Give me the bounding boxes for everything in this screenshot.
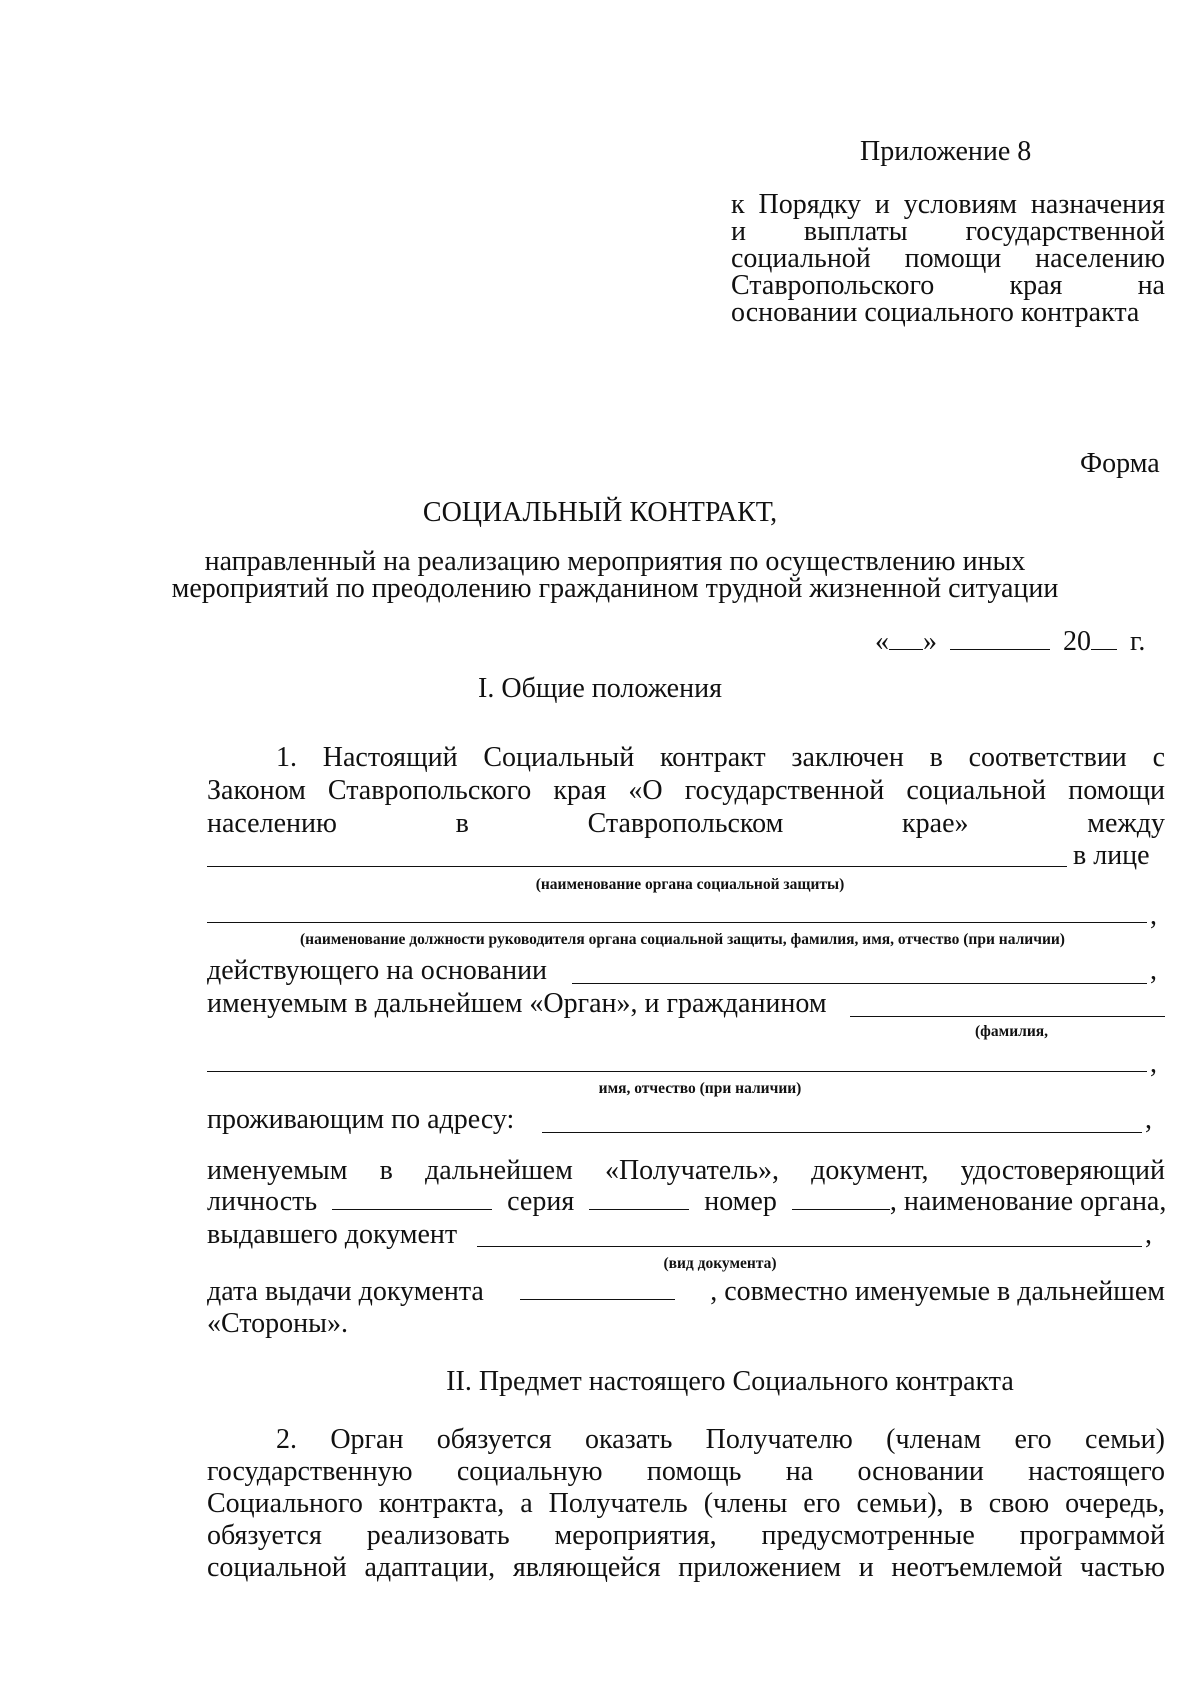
acting-basis-label: действующего на основании — [207, 955, 548, 986]
address-field[interactable] — [542, 1132, 1142, 1133]
parties-label: «Стороны». — [207, 1308, 348, 1339]
day-blank[interactable] — [889, 629, 923, 650]
appendix-word: Ставропольского — [731, 270, 935, 301]
p1-word: крае» — [902, 808, 969, 839]
appendix-line: основании социального контракта — [731, 297, 1140, 328]
acting-basis-field[interactable] — [572, 983, 1147, 984]
issue-date-label: дата выдачи документа — [207, 1276, 484, 1307]
appendix-line: и выплаты государственной — [731, 216, 1165, 247]
series-label: серия — [507, 1186, 575, 1217]
caption-surname: (фамилия, — [975, 1023, 1049, 1040]
p1-word: между — [1087, 808, 1165, 839]
head-name-field[interactable] — [207, 922, 1147, 923]
residing-label: проживающим по адресу: — [207, 1104, 515, 1135]
comma: , — [1150, 900, 1157, 931]
p2-line: обязуется реализовать мероприятия, предусмотренные программой — [207, 1520, 1165, 1551]
recipient-word: удостоверяющий — [960, 1155, 1165, 1186]
series-field[interactable] — [589, 1189, 689, 1210]
p1-word: населению — [207, 808, 337, 839]
caption-organ: (наименование органа социальной защиты) — [535, 876, 845, 893]
p2-line: государственную социальную помощь на основании настоящего — [207, 1456, 1165, 1487]
recipient-word: дальнейшем — [425, 1155, 573, 1186]
recipient-word: в — [379, 1155, 393, 1186]
identity-doc-field[interactable] — [332, 1189, 492, 1210]
in-person-label: в лице — [1073, 840, 1150, 871]
p1-word: в — [455, 808, 469, 839]
appendix-line: к Порядку и условиям назначения — [731, 189, 1165, 220]
comma: , — [1150, 955, 1157, 986]
authority-label: , наименование органа, — [889, 1186, 1167, 1217]
appendix-title: Приложение 8 — [860, 136, 1032, 167]
jointly-label: , совместно именуемые в дальнейшем — [710, 1276, 1165, 1307]
subtitle-line: мероприятий по преодолению гражданином трудной жизненной ситуации — [171, 573, 1059, 604]
section1-heading: I. Общие положения — [478, 673, 722, 704]
p1-line — [207, 808, 1165, 840]
p1-line: 1. Настоящий Социальный контракт заключен в соответствии с — [276, 742, 1165, 773]
caption-doc-type: (вид документа) — [663, 1255, 777, 1272]
caption-head: (наименование должности руководителя органа социальной защиты, фамилия, имя, отчество (при наличии) — [300, 931, 1065, 948]
subtitle-line: направленный на реализацию мероприятия по осуществлению иных — [204, 546, 1026, 577]
appendix-line: социальной помощи населению — [731, 243, 1165, 274]
form-label: Форма — [1080, 448, 1160, 479]
appendix-word: на — [1137, 270, 1165, 301]
year-blank[interactable] — [1091, 629, 1117, 650]
comma: , — [1150, 1048, 1157, 1079]
doc-title: СОЦИАЛЬНЫЙ КОНТРАКТ, — [422, 497, 778, 528]
p1-line: Законом Ставропольского края «О государственной социальной помощи — [207, 775, 1165, 806]
date-year: 20 — [1063, 626, 1091, 657]
citizen-name-field[interactable] — [207, 1071, 1147, 1072]
number-label: номер — [704, 1186, 777, 1217]
comma: , — [1145, 1104, 1152, 1135]
date-suffix: г. — [1130, 626, 1146, 657]
identity-label: личность — [207, 1186, 318, 1217]
issued-doc-label: выдавшего документ — [207, 1219, 458, 1250]
citizen-field[interactable] — [850, 1016, 1165, 1017]
issue-date-line — [207, 1276, 1165, 1308]
p2-line: 2. Орган обязуется оказать Получателю (членам его семьи) — [276, 1424, 1165, 1455]
date-line — [875, 626, 1145, 658]
comma: , — [1145, 1219, 1152, 1250]
section2-heading: II. Предмет настоящего Социального контракта — [446, 1366, 1014, 1397]
recipient-word: документ, — [811, 1155, 929, 1186]
issue-date-field[interactable] — [520, 1279, 675, 1300]
recipient-word: именуемым — [207, 1155, 348, 1186]
caption-name: имя, отчество (при наличии) — [598, 1080, 802, 1097]
referred-organ-label: именуемым в дальнейшем «Орган», и гражданином — [207, 988, 827, 1019]
recipient-word: «Получатель», — [604, 1155, 779, 1186]
issued-doc-field[interactable] — [477, 1246, 1142, 1247]
p1-word: Ставропольском — [587, 808, 784, 839]
appendix-word: края — [1009, 270, 1063, 301]
date-open-quote: « — [875, 626, 889, 657]
p2-line: Социального контракта, а Получатель (члены его семьи), в свою очередь, — [207, 1488, 1165, 1519]
recipient-line — [207, 1155, 1165, 1187]
date-close-quote: » — [923, 626, 937, 657]
identity-line — [207, 1186, 1166, 1218]
organ-name-field[interactable] — [207, 866, 1067, 867]
month-blank[interactable] — [950, 629, 1050, 650]
number-field[interactable] — [792, 1189, 890, 1210]
p2-line: социальной адаптации, являющейся приложением и неотъемлемой частью — [207, 1552, 1165, 1583]
